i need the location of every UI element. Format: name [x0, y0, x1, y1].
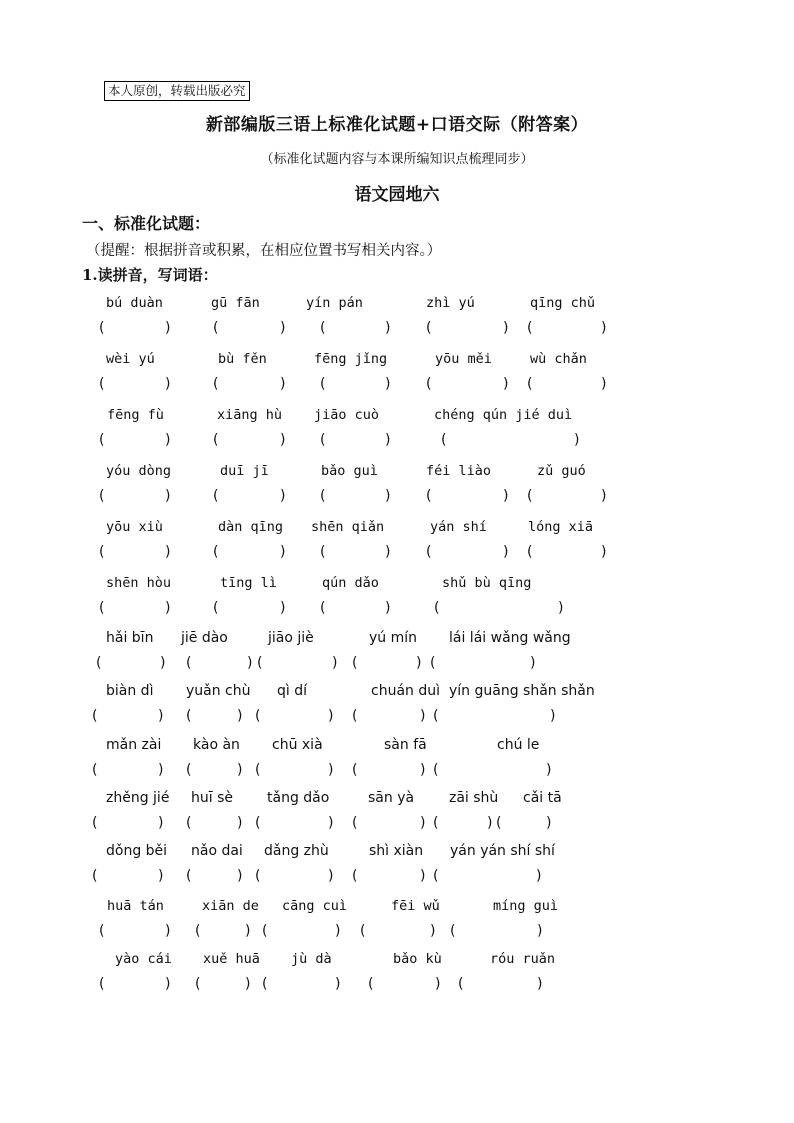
- answer-box-close-paren: ): [335, 923, 341, 939]
- pinyin-prompt: cāng cuì: [282, 898, 348, 914]
- answer-box-close-paren: ): [328, 815, 334, 831]
- pinyin-prompt: bǎo guì: [321, 463, 378, 479]
- pinyin-prompt: wèi yú: [106, 351, 155, 367]
- pinyin-prompt: nǎo dai: [191, 843, 243, 859]
- answer-box-close-paren: ): [328, 762, 334, 778]
- answer-box-open-paren: (: [92, 815, 98, 831]
- answer-box-close-paren: ): [237, 762, 243, 778]
- pinyin-prompt: bǎo kù: [393, 951, 442, 967]
- answer-box-open-paren: (: [320, 544, 326, 560]
- answer-box-open-paren: (: [92, 762, 98, 778]
- answer-box-close-paren: ): [546, 762, 552, 778]
- answer-box-open-paren: (: [527, 376, 533, 392]
- answer-box-open-paren: (: [99, 923, 105, 939]
- answer-box-open-paren: (: [527, 544, 533, 560]
- answer-box-open-paren: (: [320, 488, 326, 504]
- answer-box-open-paren: (: [527, 320, 533, 336]
- answer-box-close-paren: ): [385, 544, 391, 560]
- answer-box-close-paren: ): [165, 923, 171, 939]
- answer-box-close-paren: ): [536, 868, 542, 884]
- answer-box-close-paren: ): [237, 868, 243, 884]
- pinyin-prompt: duī jī: [220, 463, 269, 479]
- answer-box-open-paren: (: [99, 376, 105, 392]
- answer-box-open-paren: (: [426, 320, 432, 336]
- section-heading: 一、标准化试题：: [82, 214, 211, 233]
- answer-box-close-paren: ): [550, 708, 556, 724]
- pinyin-prompt: jù dà: [291, 951, 332, 967]
- pinyin-prompt: yóu dòng: [106, 463, 172, 479]
- pinyin-prompt: yōu xiù: [106, 519, 163, 535]
- pinyin-prompt: róu ruǎn: [490, 951, 556, 967]
- question-title: 1.读拼音，写词语：: [82, 266, 218, 284]
- answer-box-close-paren: ): [435, 976, 441, 992]
- pinyin-prompt: shēn hòu: [106, 575, 172, 591]
- answer-box-close-paren: ): [245, 976, 251, 992]
- pinyin-prompt: tīng lì: [220, 575, 277, 591]
- answer-box-open-paren: (: [213, 376, 219, 392]
- pinyin-prompt: lái lái wǎng wǎng: [449, 630, 571, 646]
- instruction-tip: （提醒：根据拼音或积累，在相应位置书写相关内容。）: [86, 243, 442, 259]
- answer-box-open-paren: (: [527, 488, 533, 504]
- answer-box-open-paren: (: [426, 544, 432, 560]
- pinyin-prompt: fēng jǐng: [314, 351, 388, 367]
- pinyin-prompt: bù fěn: [218, 351, 267, 367]
- answer-box-close-paren: ): [420, 868, 426, 884]
- answer-box-open-paren: (: [433, 815, 439, 831]
- answer-box-open-paren: (: [213, 320, 219, 336]
- answer-box-close-paren: ): [247, 655, 253, 671]
- answer-box-close-paren: ): [165, 544, 171, 560]
- answer-box-close-paren: ): [328, 868, 334, 884]
- pinyin-prompt: shēn qiǎn: [311, 519, 385, 535]
- pinyin-prompt: chú le: [497, 737, 540, 753]
- answer-box-open-paren: (: [186, 815, 192, 831]
- answer-box-close-paren: ): [280, 320, 286, 336]
- answer-box-close-paren: ): [158, 868, 164, 884]
- answer-box-close-paren: ): [280, 544, 286, 560]
- pinyin-prompt: jiē dào: [181, 630, 228, 646]
- pinyin-prompt: míng guì: [493, 898, 559, 914]
- answer-box-open-paren: (: [99, 488, 105, 504]
- answer-box-close-paren: ): [503, 376, 509, 392]
- answer-box-close-paren: ): [280, 488, 286, 504]
- pinyin-prompt: sàn fā: [384, 737, 427, 753]
- answer-box-close-paren: ): [328, 708, 334, 724]
- pinyin-prompt: zhì yú: [426, 295, 475, 311]
- pinyin-prompt: yào cái: [115, 951, 172, 967]
- pinyin-prompt: kào àn: [193, 737, 240, 753]
- answer-box-open-paren: (: [352, 655, 358, 671]
- pinyin-prompt: mǎn zài: [106, 737, 162, 753]
- answer-box-open-paren: (: [99, 320, 105, 336]
- answer-box-open-paren: (: [430, 655, 436, 671]
- answer-box-close-paren: ): [385, 320, 391, 336]
- pinyin-prompt: jiāo jiè: [268, 630, 314, 646]
- answer-box-close-paren: ): [420, 815, 426, 831]
- page-subtitle: （标准化试题内容与本课所编知识点梳理同步）: [260, 152, 534, 167]
- answer-box-close-paren: ): [332, 655, 338, 671]
- pinyin-prompt: chuán duì: [371, 683, 440, 699]
- page-title: 新部编版三语上标准化试题+口语交际（附答案）: [205, 115, 589, 135]
- pinyin-prompt: yín guāng shǎn shǎn: [449, 683, 595, 699]
- answer-box-close-paren: ): [237, 815, 243, 831]
- pinyin-prompt: chū xià: [272, 737, 323, 753]
- answer-box-open-paren: (: [92, 708, 98, 724]
- pinyin-prompt: zǔ guó: [537, 463, 586, 479]
- answer-box-close-paren: ): [537, 976, 543, 992]
- answer-box-close-paren: ): [245, 923, 251, 939]
- answer-box-close-paren: ): [280, 432, 286, 448]
- pinyin-prompt: yuǎn chù: [186, 683, 251, 699]
- answer-box-open-paren: (: [441, 432, 447, 448]
- answer-box-close-paren: ): [530, 655, 536, 671]
- answer-box-open-paren: (: [458, 976, 464, 992]
- pinyin-prompt: chéng qún jié duì: [434, 407, 573, 423]
- pinyin-prompt: fēi wǔ: [391, 898, 440, 914]
- answer-box-open-paren: (: [262, 923, 268, 939]
- answer-box-close-paren: ): [537, 923, 543, 939]
- answer-box-open-paren: (: [255, 815, 261, 831]
- answer-box-close-paren: ): [158, 815, 164, 831]
- pinyin-prompt: qì dí: [277, 683, 308, 699]
- answer-box-close-paren: ): [420, 762, 426, 778]
- answer-box-open-paren: (: [213, 432, 219, 448]
- answer-box-close-paren: ): [487, 815, 493, 831]
- answer-box-open-paren: (: [433, 708, 439, 724]
- pinyin-prompt: lóng xiā: [528, 519, 594, 535]
- answer-box-open-paren: (: [186, 655, 192, 671]
- answer-box-close-paren: ): [237, 708, 243, 724]
- pinyin-prompt: xiān de: [202, 898, 259, 914]
- answer-box-open-paren: (: [255, 868, 261, 884]
- answer-box-open-paren: (: [368, 976, 374, 992]
- pinyin-prompt: yán yán shí shí: [450, 843, 555, 859]
- answer-box-open-paren: (: [99, 544, 105, 560]
- answer-box-close-paren: ): [165, 976, 171, 992]
- pinyin-prompt: féi liào: [426, 463, 492, 479]
- answer-box-close-paren: ): [385, 376, 391, 392]
- answer-box-open-paren: (: [213, 600, 219, 616]
- answer-box-close-paren: ): [165, 320, 171, 336]
- answer-box-open-paren: (: [262, 976, 268, 992]
- answer-box-open-paren: (: [433, 868, 439, 884]
- answer-box-open-paren: (: [186, 708, 192, 724]
- pinyin-prompt: fēng fù: [107, 407, 164, 423]
- pinyin-prompt: xiāng hù: [217, 407, 283, 423]
- answer-box-open-paren: (: [255, 708, 261, 724]
- answer-box-open-paren: (: [186, 762, 192, 778]
- pinyin-prompt: huī sè: [191, 790, 233, 806]
- answer-box-open-paren: (: [186, 868, 192, 884]
- answer-box-close-paren: ): [558, 600, 564, 616]
- answer-box-close-paren: ): [420, 708, 426, 724]
- answer-box-close-paren: ): [416, 655, 422, 671]
- answer-box-close-paren: ): [601, 488, 607, 504]
- answer-box-close-paren: ): [546, 815, 552, 831]
- answer-box-open-paren: (: [99, 976, 105, 992]
- answer-box-open-paren: (: [195, 976, 201, 992]
- answer-box-open-paren: (: [352, 762, 358, 778]
- answer-box-open-paren: (: [426, 376, 432, 392]
- answer-box-open-paren: (: [320, 432, 326, 448]
- answer-box-open-paren: (: [320, 376, 326, 392]
- pinyin-prompt: dàn qīng: [218, 519, 284, 535]
- answer-box-close-paren: ): [601, 320, 607, 336]
- answer-box-close-paren: ): [165, 432, 171, 448]
- answer-box-close-paren: ): [165, 488, 171, 504]
- pinyin-prompt: huā tán: [107, 898, 164, 914]
- pinyin-prompt: yín pán: [306, 295, 363, 311]
- pinyin-prompt: qún dǎo: [322, 575, 379, 591]
- answer-box-close-paren: ): [158, 762, 164, 778]
- pinyin-prompt: jiāo cuò: [314, 407, 380, 423]
- pinyin-prompt: yú mín: [369, 630, 418, 646]
- pinyin-prompt: yán shí: [430, 519, 487, 535]
- answer-box-open-paren: (: [213, 488, 219, 504]
- answer-box-open-paren: (: [434, 600, 440, 616]
- answer-box-open-paren: (: [360, 923, 366, 939]
- answer-box-open-paren: (: [320, 600, 326, 616]
- pinyin-prompt: shǔ bù qīng: [442, 575, 532, 591]
- pinyin-prompt: cǎi tā: [523, 790, 562, 806]
- answer-box-close-paren: ): [335, 976, 341, 992]
- answer-box-open-paren: (: [450, 923, 456, 939]
- answer-box-close-paren: ): [158, 708, 164, 724]
- pinyin-prompt: dǒng běi: [106, 843, 168, 859]
- answer-box-open-paren: (: [496, 815, 502, 831]
- answer-box-close-paren: ): [503, 488, 509, 504]
- answer-box-close-paren: ): [385, 488, 391, 504]
- answer-box-close-paren: ): [430, 923, 436, 939]
- pinyin-prompt: xuě huā: [203, 951, 260, 967]
- answer-box-open-paren: (: [433, 762, 439, 778]
- pinyin-prompt: wù chǎn: [530, 351, 587, 367]
- answer-box-open-paren: (: [99, 432, 105, 448]
- answer-box-open-paren: (: [352, 868, 358, 884]
- copyright-notice: 本人原创，转载出版必究: [104, 81, 250, 101]
- answer-box-open-paren: (: [92, 868, 98, 884]
- pinyin-prompt: biàn dì: [106, 683, 154, 699]
- answer-box-close-paren: ): [160, 655, 166, 671]
- answer-box-open-paren: (: [426, 488, 432, 504]
- answer-box-close-paren: ): [165, 376, 171, 392]
- pinyin-prompt: hǎi bīn: [106, 630, 154, 646]
- answer-box-open-paren: (: [352, 815, 358, 831]
- answer-box-close-paren: ): [385, 432, 391, 448]
- answer-box-open-paren: (: [255, 762, 261, 778]
- answer-box-close-paren: ): [503, 320, 509, 336]
- answer-box-close-paren: ): [385, 600, 391, 616]
- unit-title: 语文园地六: [354, 185, 440, 205]
- pinyin-prompt: tǎng dǎo: [267, 790, 330, 806]
- pinyin-prompt: qīng chǔ: [530, 295, 596, 311]
- answer-box-close-paren: ): [601, 544, 607, 560]
- answer-box-open-paren: (: [96, 655, 102, 671]
- answer-box-close-paren: ): [280, 376, 286, 392]
- answer-box-close-paren: ): [574, 432, 580, 448]
- answer-box-open-paren: (: [320, 320, 326, 336]
- pinyin-prompt: yōu měi: [435, 351, 492, 367]
- answer-box-close-paren: ): [601, 376, 607, 392]
- pinyin-prompt: shì xiàn: [369, 843, 424, 859]
- pinyin-prompt: gū fān: [211, 295, 260, 311]
- answer-box-close-paren: ): [280, 600, 286, 616]
- answer-box-open-paren: (: [195, 923, 201, 939]
- answer-box-close-paren: ): [165, 600, 171, 616]
- pinyin-prompt: sān yà: [368, 790, 415, 806]
- answer-box-open-paren: (: [99, 600, 105, 616]
- answer-box-open-paren: (: [213, 544, 219, 560]
- pinyin-prompt: bú duàn: [106, 295, 163, 311]
- answer-box-close-paren: ): [503, 544, 509, 560]
- answer-box-open-paren: (: [352, 708, 358, 724]
- pinyin-prompt: zhěng jié: [106, 790, 170, 806]
- pinyin-prompt: zāi shù: [449, 790, 499, 806]
- answer-box-open-paren: (: [257, 655, 263, 671]
- pinyin-prompt: dǎng zhù: [264, 843, 329, 859]
